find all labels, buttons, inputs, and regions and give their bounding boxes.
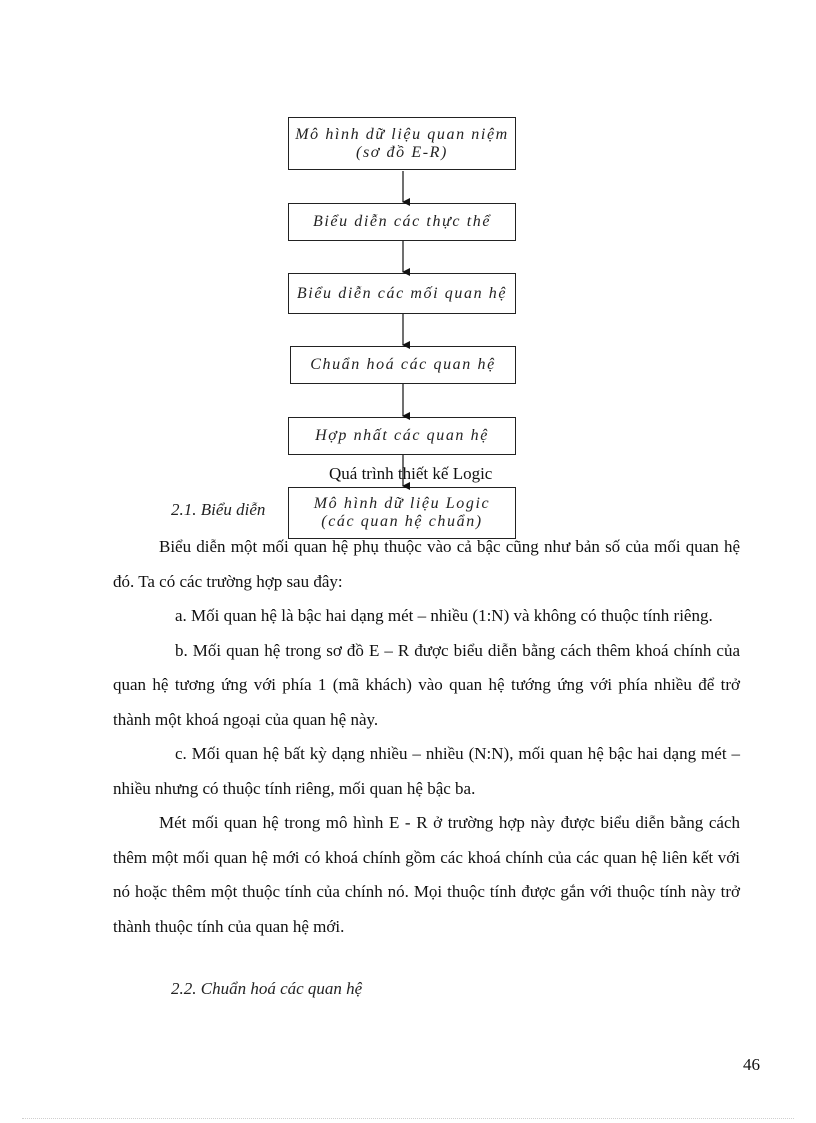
flow-box-line: Hợp nhất các quan hệ: [315, 427, 489, 444]
list-item-c: c. Mối quan hệ bất kỳ dạng nhiều – nhiều (N:N), mối quan hệ bậc hai dạng mét – nhiều nhưng có thuộc tính riêng, mối quan hệ bậc ba.: [113, 744, 740, 798]
flow-box-line: Chuẩn hoá các quan hệ: [310, 356, 496, 373]
body-paragraph: Mét mối quan hệ trong mô hình E - R ở trường hợp này được biểu diễn bằng cách thêm một mối quan hệ mới có khoá chính gồm các khoá chính của các quan hệ liên kết với nó hoặc thêm một thuộc tính của chính nó. Mọi thuộc tính được gắn với thuộc tính này trở thành thuộc tính của quan hệ mới.: [113, 813, 740, 936]
section-heading-2-2: 2.2. Chuẩn hoá các quan hệ: [171, 979, 363, 998]
intro-paragraph: Biểu diễn một mối quan hệ phụ thuộc vào cả bậc cũng như bản số của mối quan hệ đó. Ta có các trường hợp sau đây:: [113, 537, 740, 591]
list-item-b: b. Mối quan hệ trong sơ đồ E – R được biểu diễn bằng cách thêm khoá chính của quan hệ tương ứng với phía 1 (mã khách) vào quan hệ tướng ứng với phía nhiều để trở thành một khoá ngoại của quan hệ này.: [113, 640, 740, 729]
flow-box-line: (sơ đồ E-R): [356, 143, 448, 161]
flow-box-line: Biểu diễn các mối quan hệ: [296, 284, 508, 302]
flow-box-line: Mô hình dữ liệu Logic: [313, 495, 491, 512]
page-bottom-divider: [22, 1118, 794, 1119]
flow-box-line: Mô hình dữ liệu quan niệm: [295, 125, 509, 143]
section-heading-2-1: 2.1. Biểu diễn: [171, 500, 266, 519]
flow-box-line: Biểu diễn các thực thể: [312, 213, 492, 230]
list-item-a: a. Mối quan hệ là bậc hai dạng mét – nhiều (1:N) và không có thuộc tính riêng.: [175, 606, 713, 625]
section-body: [113, 530, 740, 944]
flow-box-line: (các quan hệ chuẩn): [321, 513, 483, 530]
flowchart-caption: Quá trình thiết kế Logic: [329, 464, 493, 483]
page-number: 46: [743, 1055, 760, 1074]
